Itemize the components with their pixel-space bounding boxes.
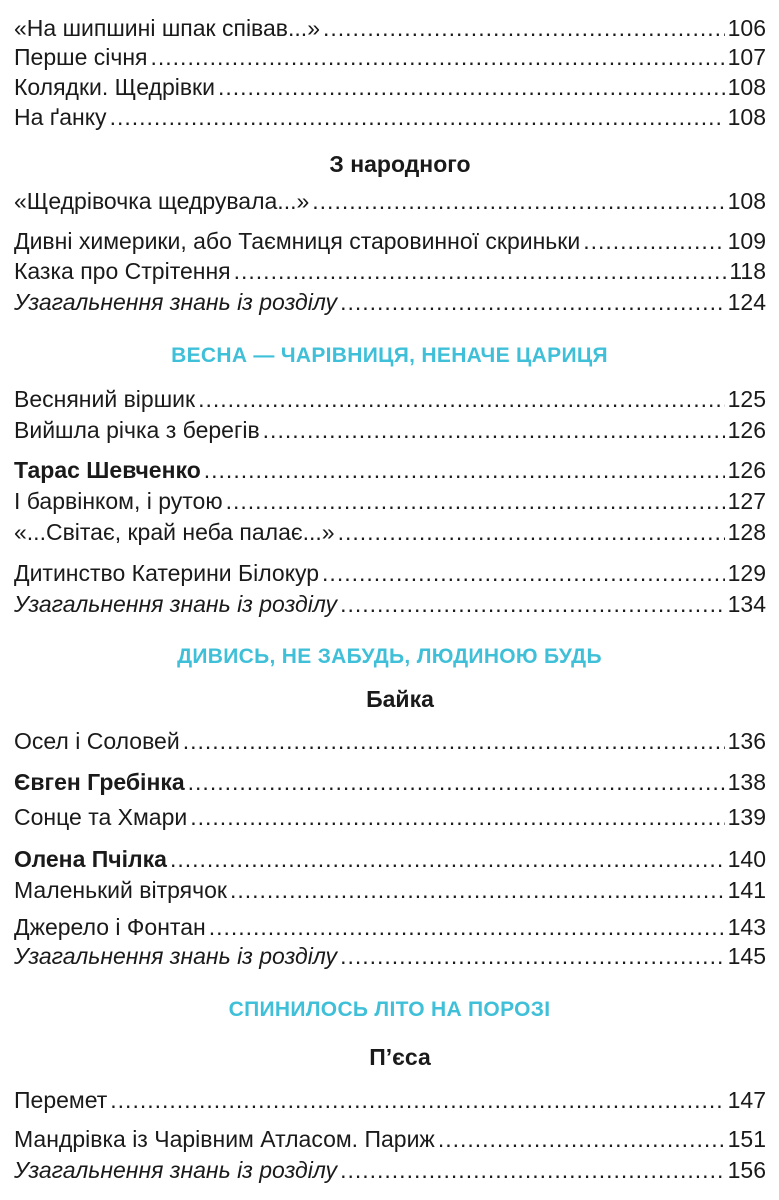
- toc-entry: [14, 727, 766, 755]
- dot-leader: [170, 845, 725, 873]
- toc-entry: [14, 1086, 766, 1114]
- toc-author-entry: [14, 456, 766, 484]
- toc-entry: [14, 559, 766, 587]
- entry-title: Узагальнення знань із розділу: [14, 591, 338, 617]
- toc-entry: [14, 103, 766, 131]
- entry-title: Весняний віршик: [14, 386, 196, 412]
- toc-entry: [14, 913, 766, 941]
- toc-entry: [14, 385, 766, 413]
- entry-title: Дитинство Катерини Білокур: [14, 560, 320, 586]
- entry-title: Маленький вітрячок: [14, 877, 227, 903]
- toc-entry: [14, 518, 766, 546]
- page-number: 118: [729, 258, 766, 284]
- dot-leader: [340, 590, 725, 618]
- section-heading: ДИВИСЬ, НЕ ЗАБУДЬ, ЛЮДИНОЮ БУДЬ: [177, 645, 602, 668]
- dot-leader: [338, 518, 725, 546]
- dot-leader: [340, 942, 725, 970]
- page-number: 140: [727, 846, 766, 872]
- toc-entry: [14, 43, 766, 71]
- entry-title: Джерело і Фонтан: [14, 914, 206, 940]
- dot-leader: [188, 768, 725, 796]
- toc-entry: [14, 73, 766, 101]
- toc-entry: [14, 487, 766, 515]
- page-number: 136: [727, 728, 766, 754]
- entry-title: Дивні химерики, або Таємниця старовинної скриньки: [14, 228, 581, 254]
- toc-summary-entry: [14, 590, 766, 618]
- toc-entry: [14, 187, 766, 215]
- entry-title: «Щедрівочка щедрувала...»: [14, 188, 310, 214]
- dot-leader: [226, 487, 725, 515]
- dot-leader: [198, 385, 725, 413]
- dot-leader: [340, 1156, 725, 1184]
- entry-title: Узагальнення знань із розділу: [14, 1157, 338, 1183]
- genre-heading: П’єса: [369, 1044, 431, 1070]
- page-number: 138: [727, 769, 766, 795]
- entry-title: І барвінком, і рутою: [14, 488, 223, 514]
- dot-leader: [110, 1086, 724, 1114]
- toc-summary-entry: [14, 942, 766, 970]
- section-heading: СПИНИЛОСЬ ЛІТО НА ПОРОЗІ: [228, 998, 551, 1021]
- entry-title: Узагальнення знань із розділу: [14, 943, 338, 969]
- page-number: 107: [727, 44, 766, 70]
- entry-title: Узагальнення знань із розділу: [14, 289, 338, 315]
- dot-leader: [183, 727, 725, 755]
- dot-leader: [110, 103, 725, 131]
- entry-title: Осел і Соловей: [14, 728, 180, 754]
- dot-leader: [209, 913, 725, 941]
- page-number: 124: [727, 289, 766, 315]
- entry-title: «На шипшині шпак співав...»: [14, 15, 320, 41]
- entry-title: Вийшла річка з берегів: [14, 417, 260, 443]
- page-number: 126: [727, 417, 766, 443]
- page-number: 143: [727, 914, 766, 940]
- page-number: 139: [727, 804, 766, 830]
- dot-leader: [438, 1125, 725, 1153]
- entry-title: Олена Пчілка: [14, 846, 167, 872]
- entry-title: Мандрівка із Чарівним Атласом. Париж: [14, 1126, 435, 1152]
- entry-title: Євген Гребінка: [14, 769, 185, 795]
- entry-title: На ґанку: [14, 104, 107, 130]
- toc-author-entry: [14, 845, 766, 873]
- toc-entry: [14, 416, 766, 444]
- page-number: 151: [727, 1126, 766, 1152]
- entry-title: Перше січня: [14, 44, 148, 70]
- page-number: 109: [727, 228, 766, 254]
- dot-leader: [583, 227, 724, 255]
- genre-heading: З народного: [329, 151, 471, 177]
- dot-leader: [234, 257, 727, 285]
- dot-leader: [323, 14, 725, 42]
- page-number: 147: [727, 1087, 766, 1113]
- page-number: 126: [727, 457, 766, 483]
- entry-title: «...Світає, край неба палає...»: [14, 519, 335, 545]
- toc-entry: [14, 803, 766, 831]
- dot-leader: [322, 559, 725, 587]
- entry-title: Казка про Стрітення: [14, 258, 231, 284]
- entry-title: Перемет: [14, 1087, 108, 1113]
- toc-entry: [14, 14, 766, 42]
- page-number: 127: [727, 488, 766, 514]
- page-number: 156: [727, 1157, 766, 1183]
- section-heading: ВЕСНА — ЧАРІВНИЦЯ, НЕНАЧЕ ЦАРИЦЯ: [171, 344, 608, 367]
- page-number: 134: [727, 591, 766, 617]
- toc-entry: [14, 1125, 766, 1153]
- page-number: 106: [727, 15, 766, 41]
- dot-leader: [218, 73, 725, 101]
- page-number: 108: [727, 74, 766, 100]
- page-number: 108: [727, 188, 766, 214]
- page-number: 128: [727, 519, 766, 545]
- genre-heading: Байка: [366, 686, 434, 712]
- entry-title: Сонце та Хмари: [14, 804, 188, 830]
- dot-leader: [190, 803, 724, 831]
- page-number: 145: [727, 943, 766, 969]
- toc-summary-entry: [14, 1156, 766, 1184]
- dot-leader: [151, 43, 725, 71]
- entry-title: Тарас Шевченко: [14, 457, 201, 483]
- toc-summary-entry: [14, 288, 766, 316]
- page-number: 141: [727, 877, 766, 903]
- page-number: 125: [727, 386, 766, 412]
- toc-entry: [14, 227, 766, 255]
- toc-entry: [14, 876, 766, 904]
- toc-author-entry: [14, 768, 766, 796]
- entry-title: Колядки. Щедрівки: [14, 74, 215, 100]
- dot-leader: [312, 187, 724, 215]
- page-number: 129: [727, 560, 766, 586]
- dot-leader: [230, 876, 725, 904]
- dot-leader: [263, 416, 725, 444]
- dot-leader: [204, 456, 725, 484]
- page-number: 108: [727, 104, 766, 130]
- toc-entry: [14, 257, 766, 285]
- dot-leader: [340, 288, 725, 316]
